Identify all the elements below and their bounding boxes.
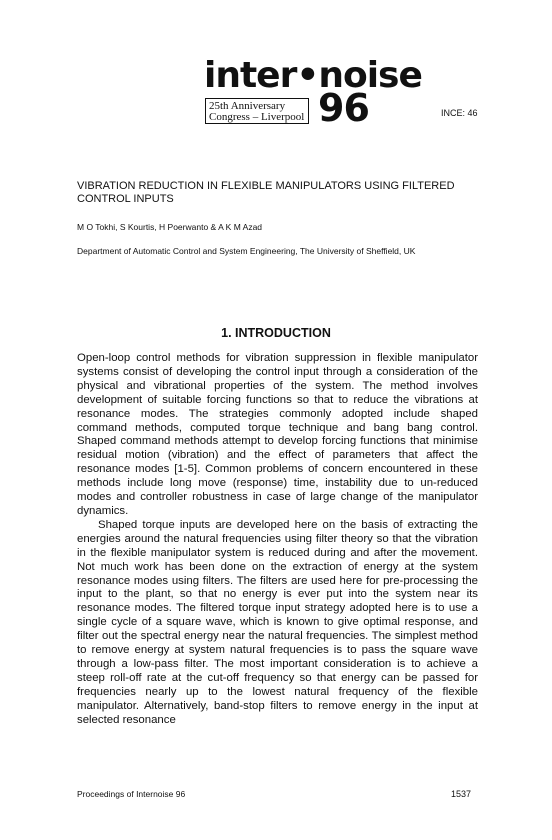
logo-wordmark: inter•noise xyxy=(204,55,422,96)
logo-anniversary-box xyxy=(205,98,309,124)
ince-number: INCE: 46 xyxy=(441,108,478,118)
page-number: 1537 xyxy=(451,789,472,799)
footer-proceedings: Proceedings of Internoise 96 xyxy=(77,789,186,799)
paper-affiliation: Department of Automatic Control and System Engineering, The University of Sheffield, UK xyxy=(77,246,416,256)
paragraph: Shaped torque inputs are developed here on the basis of extracting the energies around the natural frequencies using filter theory so that the vibration in the flexible manipulator system is reduced during and after the movement. Not much work has been done on the extraction of energy at the system resonance modes using filters. The filters are used here for pre-processing the input to the plant, so that no energy is ever put into the system near its resonance modes. The filtered torque input strategy adopted here is to use a single cycle of a square wave, which is known to give optimal response, and filter out the spectral energy near the natural frequencies. The simplest method to remove energy at system natural frequencies is to pass the square wave through a low-pass filter. The most important consideration is to achieve a steep roll-off rate at the cut-off frequency so that energy can be passed for frequencies nearly up to the lowest natural frequency of the flexible manipulator. Alternatively, band-stop filters to remove energy in the input at selected resonance xyxy=(77,518,478,726)
logo-year: 96 xyxy=(318,86,369,130)
logo-box-line-1: 25th Anniversary xyxy=(209,100,286,112)
inter-noise-logo xyxy=(204,55,422,130)
body-text xyxy=(77,352,478,727)
logo-box-line-2: Congress – Liverpool xyxy=(209,111,305,123)
section-heading: 1. INTRODUCTION xyxy=(221,326,331,340)
paragraph: Open-loop control methods for vibration suppression in flexible manipulator systems consist of developing the control input through a consideration of the physical and vibrational properties of the system. The method involves development of suitable forcing functions so that to reduce the vibrations at resonance modes. The strategies commonly adopted include shaped command methods, computed torque technique and bang bang control. Shaped command methods attempt to develop forcing functions that minimise residual motion (vibration) and the effect of parameters that affect the resonance modes [1-5]. Common problems of concern encountered in these methods include long move (response) time, instability due to un-reduced modes and controller robustness in case of large change of the manipulator dynamics. xyxy=(77,352,478,517)
paper-authors: M O Tokhi, S Kourtis, H Poerwanto & A K M Azad xyxy=(77,222,263,232)
paper-title: VIBRATION REDUCTION IN FLEXIBLE MANIPULATORS USING FILTERED CONTROL INPUTS xyxy=(77,180,455,205)
